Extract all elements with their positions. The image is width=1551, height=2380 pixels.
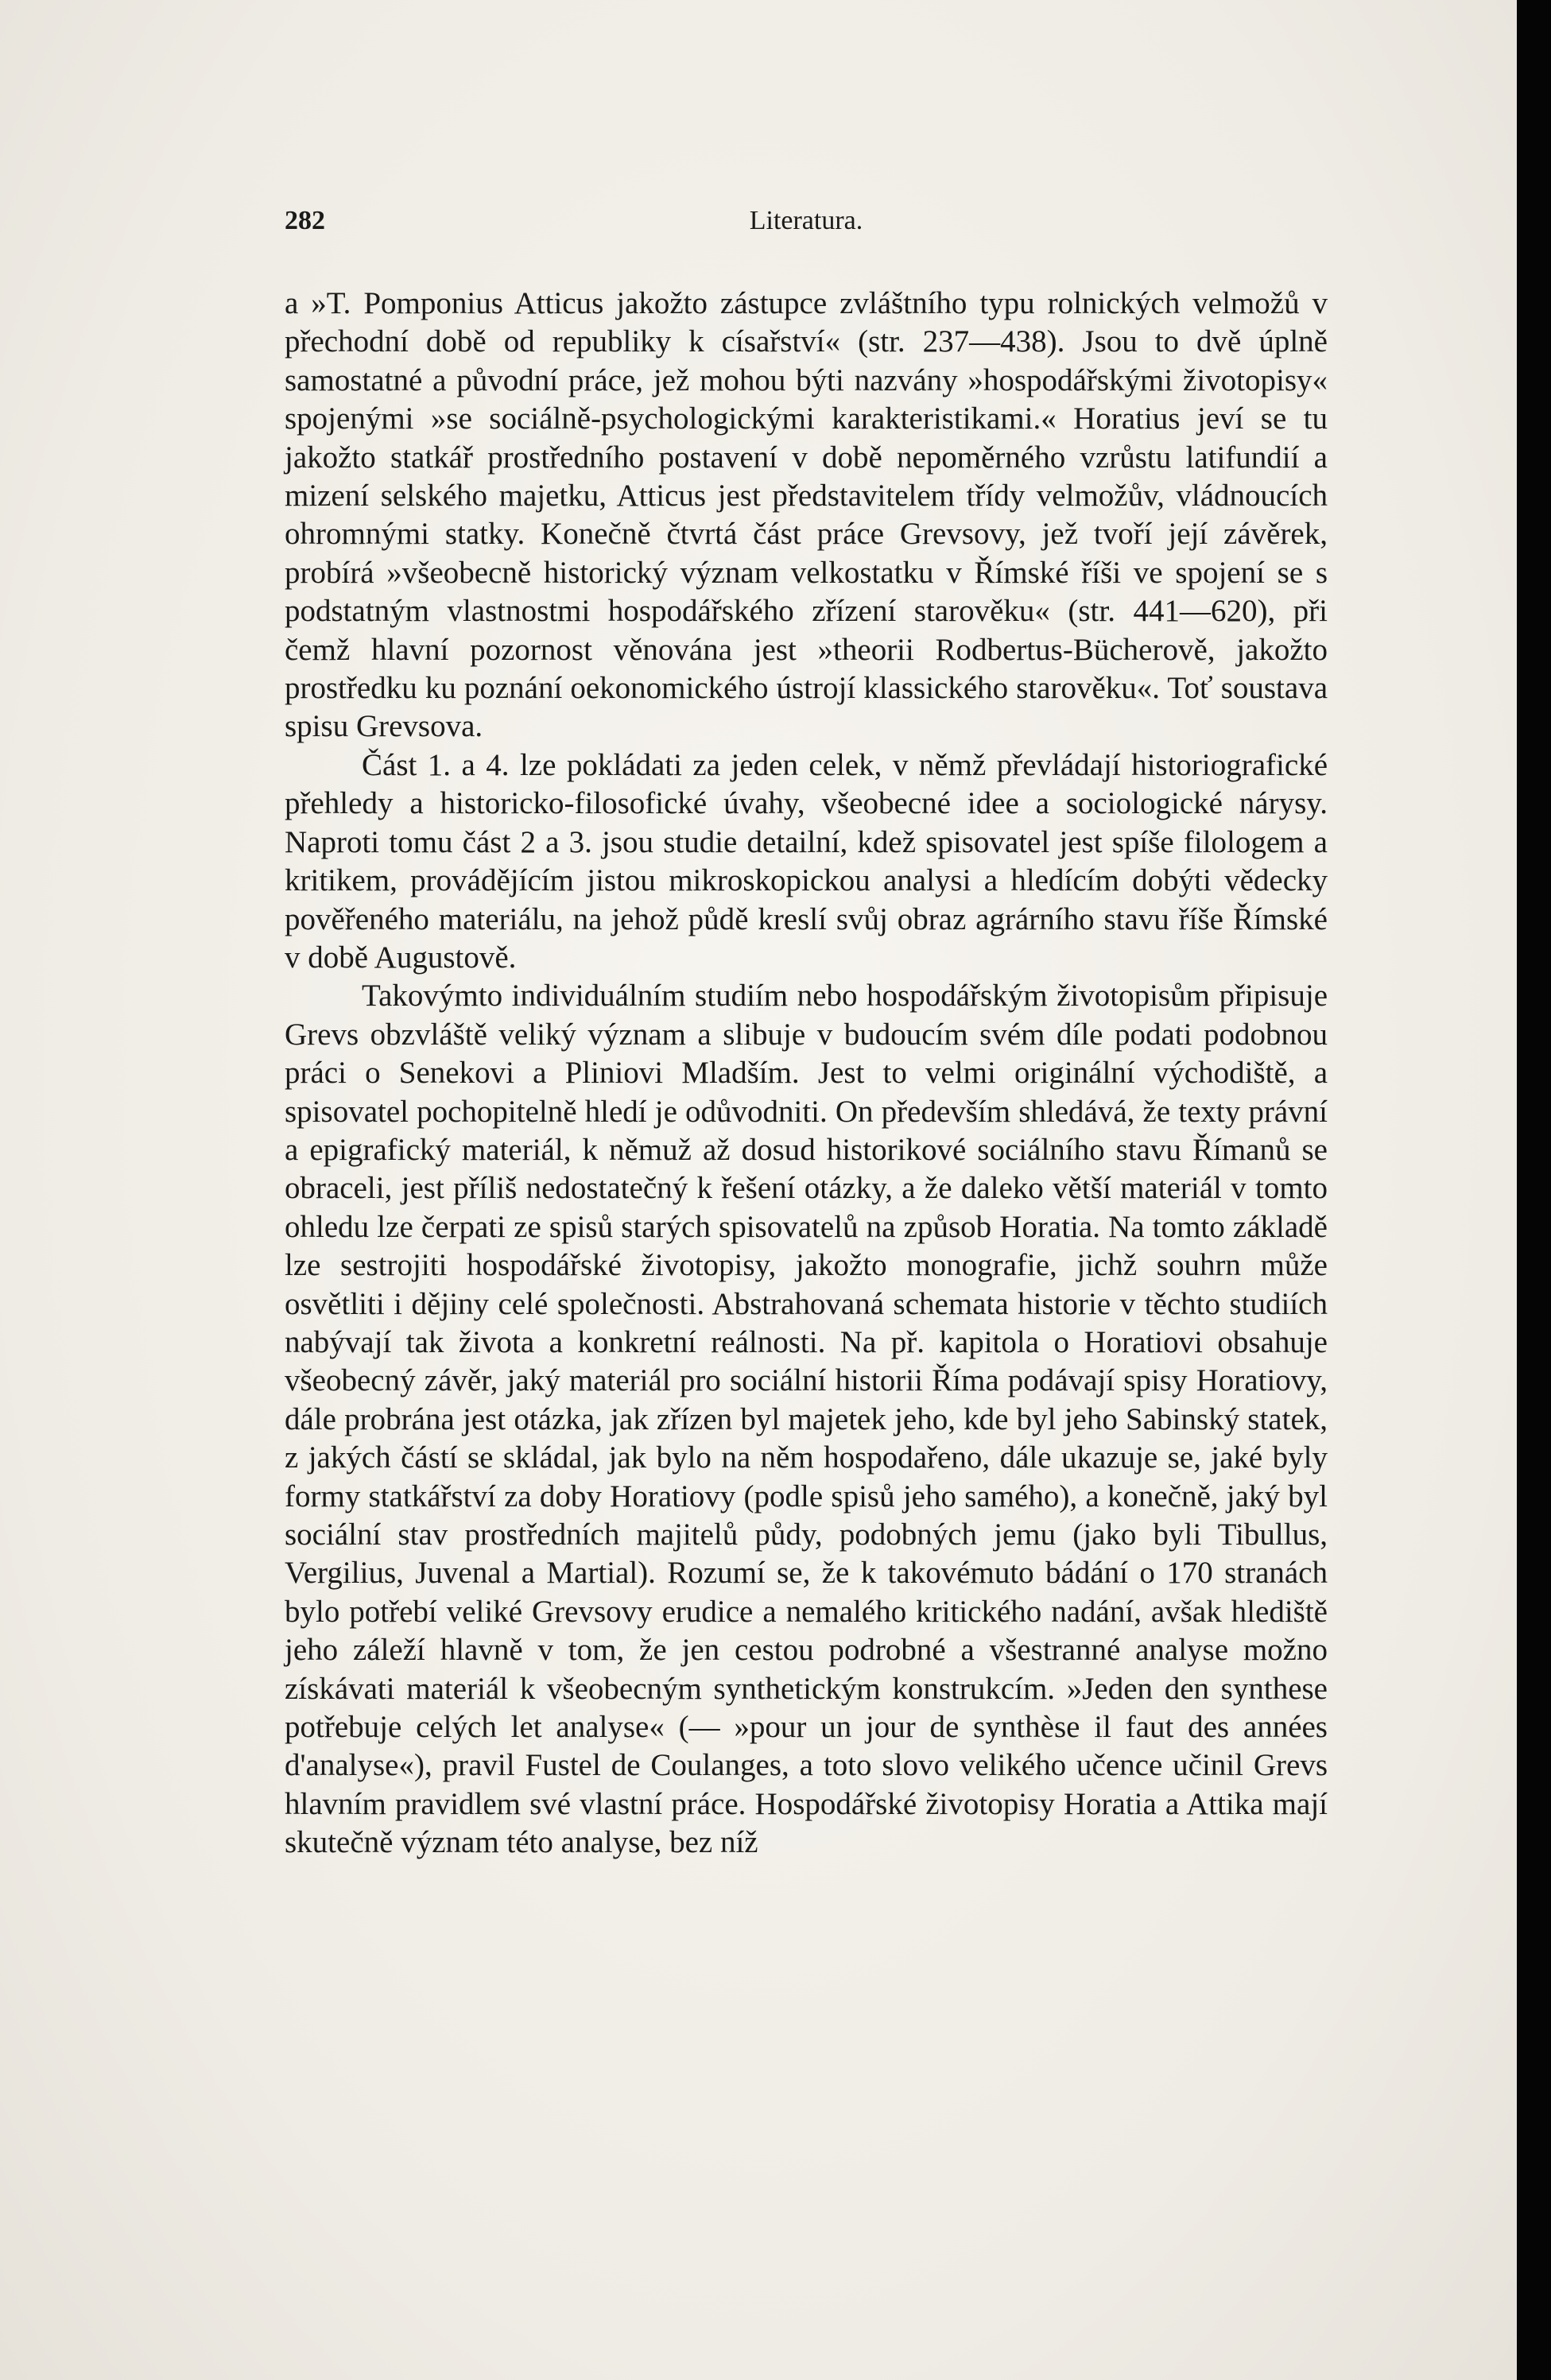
- paragraph: Takovýmto individuálním studiím nebo hospodářským životopisům připisuje Grevs obzvláště veliký význam a slibuje v budoucím svém díle podati podobnou práci o Senekovi a Pliniovi Mladším. Jest to velmi originální východiště, a spisovatel pochopitelně hledí je odůvodniti. On především shledává, že texty právní a epigrafický materiál, k němuž až dosud historikové sociálního stavu Římanů se obraceli, jest příliš nedostatečný k řešení otázky, a že daleko větší materiál v tomto ohledu lze čerpati ze spisů starých spisovatelů na způsob Horatia. Na tomto základě lze sestrojiti hospodářské životopisy, jakožto monografie, jichž souhrn může osvětliti i dějiny celé společnosti. Abstrahovaná schemata historie v těchto studiích nabývají tak života a konkretní reálnosti. Na př. kapitola o Horatiovi obsahuje všeobecný závěr, jaký materiál pro sociální historii Říma podávají spisy Horatiovy, dále probrána jest otázka, jak zřízen byl majetek jeho, kde byl jeho Sabinský statek, z jakých částí se skládal, jak bylo na něm hospodařeno, dále ukazuje se, jaké byly formy statkářství za doby Horatiovy (podle spisů jeho samého), a konečně, jaký byl sociální stav prostředních majitelů půdy, podobných jemu (jako byli Tibullus, Vergilius, Juvenal a Martial). Rozumí se, že k takovémuto bádání o 170 stranách bylo potřebí veliké Grevsovy erudice a nemalého kritického nadání, avšak hlediště jeho záleží hlavně v tom, že jen cestou podrobné a všestranné analyse možno získávati materiál k všeobecným synthetickým konstrukcím. »Jeden den synthese potřebuje celých let analyse« (— »pour un jour de synthèse il faut des années d'analyse«), pravil Fustel de Coulanges, a toto slovo velikého učence učinil Grevs hlavním pravidlem své vlastní práce. Hospodářské životopisy Horatia a Attika mají skutečně význam této analyse, bez níž: [285, 979, 1328, 1860]
- body-text: [285, 285, 1328, 1863]
- section-title: Literatura.: [749, 206, 863, 235]
- paragraph: Část 1. a 4. lze pokládati za jeden celek, v němž převládají historiografické přehledy a historicko-filosofické úvahy, všeobecné idee a sociologické nárysy. Naproti tomu část 2 a 3. jsou studie detailní, kdež spisovatel jest spíše filologem a kritikem, provádějícím jistou mikroskopickou analysi a hledícím dobýti vědecky pověřeného materiálu, na jehož půdě kreslí svůj obraz agrárního stavu říše Římské v době Augustově.: [285, 747, 1328, 975]
- book-page: [285, 197, 1328, 1863]
- paragraph: a »T. Pomponius Atticus jakožto zástupce zvláštního typu rolnických velmožů v přechodní době od republiky k císařství« (str. 237—438). Jsou to dvě úplně samostatné a původní práce, jež mohou býti nazvány »hospodářskými životopisy« spojenými »se sociálně-psychologickými karakteristikami.« Horatius jeví se tu jakožto statkář prostředního postavení v době nepoměrného vzrůstu latifundií a mizení selského majetku, Atticus jest představitelem třídy velmožův, vládnoucích ohromnými statky. Konečně čtvrtá část práce Grevsovy, jež tvoří její závěrek, probírá »všeobecně historický význam velkostatku v Římské říši ve spojení se s podstatným vlastnostmi hospodářského zřízení starověku« (str. 441—620), při čemž hlavní pozornost věnována jest »theorii Rodbertus-Bücherově, jakožto prostředku ku poznání oekonomického ústrojí klassického starověku«. Toť soustava spisu Grevsova.: [285, 286, 1328, 744]
- scan-dark-edge: [1517, 0, 1551, 2380]
- running-head: [285, 197, 1328, 245]
- page-number: 282: [285, 206, 325, 235]
